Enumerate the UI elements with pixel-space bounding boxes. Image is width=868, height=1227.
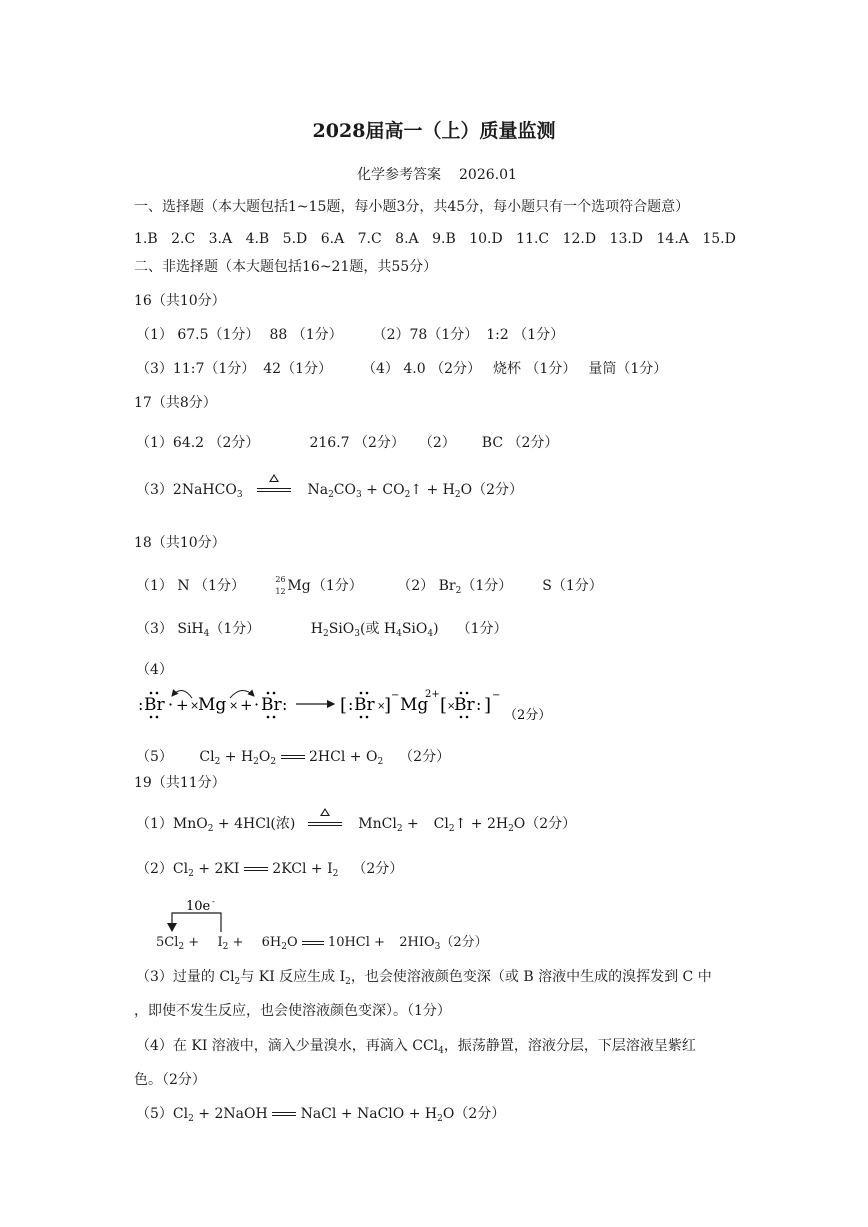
- svg-text::: :: [282, 695, 288, 714]
- q18-line2: （3） SiH$_4$（1分） $H_2SiO_3$(或 $H_4SiO_4$) （1分）: [136, 621, 508, 639]
- q19-part4-line1: （4）在 KI 溶液中，滴入少量溴水，再滴入 CCl$_4$，振荡静置，溶液分层，下层溶液呈紫红: [136, 1038, 696, 1056]
- magnesium-nuclide: 26 12 Mg: [275, 575, 311, 596]
- q19-part3-line2: ，即使不发生反应，也会使溶液颜色变深）。（1分）: [134, 1003, 451, 1019]
- subtitle: 化学参考答案 2026.01: [357, 167, 517, 183]
- svg-text:×: ×: [190, 699, 200, 712]
- q17-equation: （3）2NaHCO$_3$ $Na_2CO_3$ + $CO_2↑ + H_2O(2$分）: [136, 481, 523, 504]
- svg-text:（2分）: （2分）: [504, 708, 552, 723]
- svg-text:[: [: [440, 695, 448, 716]
- mc-answer: 2.C: [171, 231, 196, 247]
- q16-line2: （3）11:7（1分） 42（1分） （4） 4.0 （2分） 烧杯 （1分） 量筒（1分）: [136, 361, 668, 377]
- q19-header: 19（共11分）: [134, 775, 226, 791]
- mc-answer: 1.B: [134, 231, 158, 247]
- mc-answer: 11.C: [516, 231, 550, 247]
- q19-line2: $(2)Cl_2 + 2KI$ $2KCl + I_2$ （2分）: [136, 861, 404, 879]
- q18-header: 18（共10分）: [134, 535, 226, 551]
- svg-text:[: [: [340, 695, 348, 716]
- svg-text:Br: Br: [354, 695, 375, 715]
- page-title: 2028届高一（上）质量监测: [312, 120, 556, 142]
- electron-transfer-bracket: [160, 898, 240, 934]
- svg-text:]: ]: [484, 695, 492, 716]
- mc-answer: 8.A: [395, 231, 419, 247]
- mc-answer: 13.D: [609, 231, 644, 247]
- q17-line1: （1）64.2 （2分） 216.7 （2分） （2） BC （2分）: [136, 435, 559, 451]
- svg-text:×: ×: [447, 701, 456, 712]
- heat-equals-sign: [257, 483, 291, 497]
- svg-text:×: ×: [377, 701, 386, 712]
- mc-answer: 3.A: [208, 231, 233, 247]
- q19-part3-line1: （3）过量的 $Cl_2$与 KI 反应生成 $I_2$，也会使溶液颜色变深（或 B 溶液中生成的溴挥发到 C 中: [136, 969, 712, 987]
- q19-part5: $(5)Cl_2$ + 2NaOH NaCl + NaClO + $H_2O(2$分）: [136, 1106, 506, 1124]
- svg-text:·: ·: [168, 695, 174, 714]
- mc-answer: 6.A: [320, 231, 345, 247]
- q18-line5: （5） $Cl_2 + H_2O_2$ $2HCl + O_2$ （2分）: [136, 749, 451, 767]
- q16-header: 16（共10分）: [134, 293, 226, 309]
- mc-answer: 5.D: [282, 231, 308, 247]
- mc-answer: 9.B: [432, 231, 456, 247]
- mc-answers: [134, 230, 736, 248]
- bromine-atom-1: Br: [144, 695, 165, 715]
- mc-answer: 10.D: [469, 231, 503, 247]
- svg-text:Mg: Mg: [400, 695, 429, 715]
- q19-redox-equation: $5Cl_2 + I_2 + 6H_2O$ $10HCl + 2HIO_3(2$分）: [156, 935, 488, 952]
- svg-text:10e: 10e: [186, 899, 211, 914]
- svg-text:×: ×: [229, 699, 239, 712]
- svg-text:Br: Br: [454, 695, 475, 715]
- mc-answer: 15.D: [702, 231, 736, 247]
- q19-line1: （1）MnO$_2$ + 4HCl(浓) MnCl$_2$ + $Cl_2↑ + 2H_2O(2$分）: [136, 815, 576, 838]
- magnesium-atom: Mg: [198, 695, 227, 715]
- svg-text:+: +: [240, 696, 253, 714]
- equals-sign: [272, 1107, 296, 1121]
- heat-equals-sign: [308, 817, 342, 831]
- mc-answer: 4.B: [245, 231, 270, 247]
- equals-sign: [281, 750, 305, 764]
- equals-sign: [244, 862, 268, 876]
- svg-text:-: -: [212, 898, 215, 906]
- svg-text::: :: [138, 695, 144, 714]
- svg-text::: :: [348, 695, 354, 714]
- section2-heading: 二、非选择题（本大题包括16~21题，共55分）: [134, 259, 438, 275]
- mc-answer: 7.C: [357, 231, 382, 247]
- svg-text:−: −: [391, 690, 400, 701]
- mc-answer: 12.D: [562, 231, 597, 247]
- q17-header: 17（共8分）: [134, 395, 217, 411]
- svg-text:·: ·: [254, 695, 260, 714]
- mc-answer: 14.A: [656, 231, 689, 247]
- electron-dot-diagram: [134, 682, 554, 726]
- equals-sign: [302, 936, 324, 950]
- q18-line1: （1） N （1分） 26 12 Mg （1分） （2） $Br_2(1$分） S（1分）: [136, 575, 603, 596]
- q19-part4-line2: 色。（2分）: [134, 1072, 206, 1088]
- q18-part4-label: （4）: [136, 662, 173, 678]
- bromine-atom-2: Br: [261, 695, 282, 715]
- svg-text:−: −: [492, 690, 501, 701]
- svg-text::: :: [476, 695, 482, 714]
- section1-heading: 一、选择题（本大题包括1~15题，每小题3分，共45分，每小题只有一个选项符合题意）: [134, 199, 690, 215]
- svg-text:2+: 2+: [425, 689, 440, 700]
- svg-text:+: +: [176, 696, 189, 714]
- svg-text:]: ]: [384, 695, 392, 716]
- q16-line1: （1） 67.5（1分） 88 （1分） （2）78（1分） 1:2 （1分）: [136, 327, 565, 343]
